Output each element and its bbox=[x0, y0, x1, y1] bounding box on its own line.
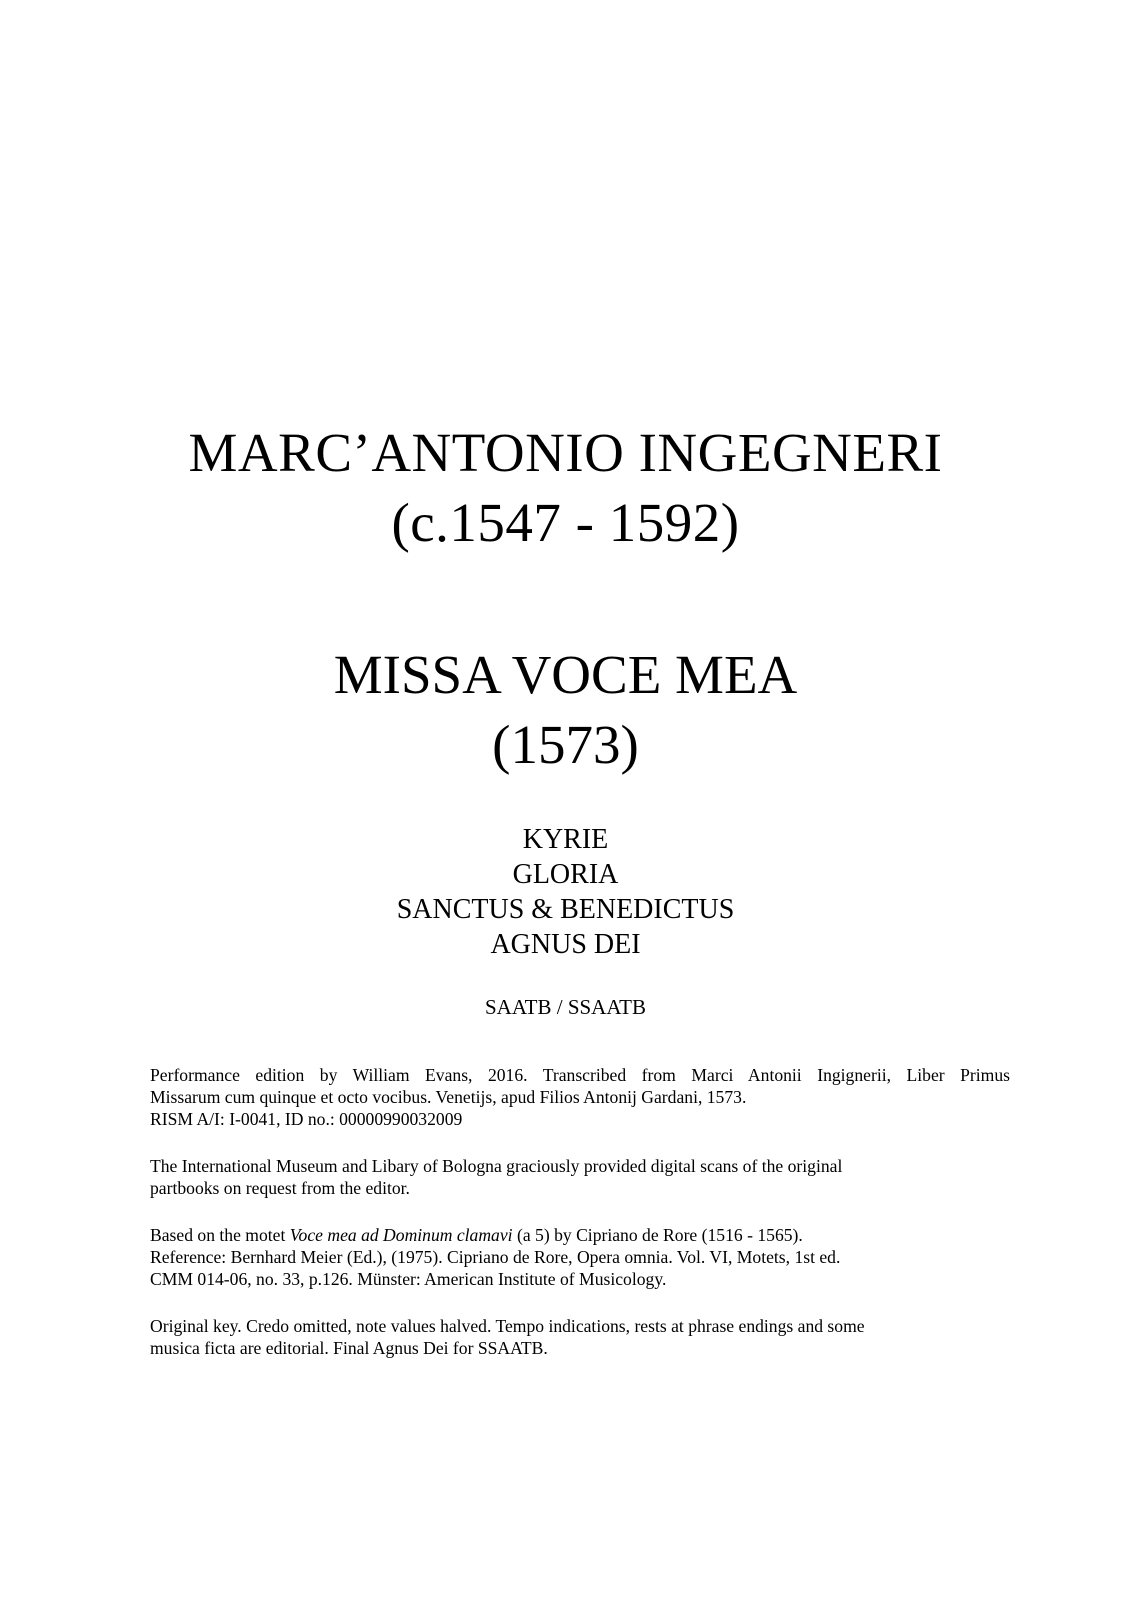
movement-sanctus-benedictus: SANCTUS & BENEDICTUS bbox=[396, 894, 735, 925]
work-year: (1573) bbox=[492, 714, 639, 775]
work-title: MISSA VOCE MEA bbox=[333, 644, 798, 705]
source-line: CMM 014-06, no. 33, p.126. Münster: American Institute of Musicology. bbox=[150, 1269, 667, 1289]
edition-line: Performance edition by William Evans, 2016. Transcribed from Marci Antonii Ingignerii, Liber Primus bbox=[150, 1065, 1010, 1085]
composer-dates: (c.1547 - 1592) bbox=[391, 492, 740, 553]
source-suffix: (a 5) by Cipriano de Rore (1516 - 1565). bbox=[512, 1225, 803, 1245]
editorial-line: musica ficta are editorial. Final Agnus Dei for SSAATB. bbox=[150, 1338, 548, 1358]
source-prefix: Based on the motet bbox=[150, 1225, 290, 1245]
source-paragraph bbox=[150, 1224, 1010, 1290]
scans-paragraph bbox=[150, 1155, 1010, 1199]
composer-name: MARC’ANTONIO INGEGNERI bbox=[188, 422, 943, 483]
composer-heading bbox=[0, 418, 1131, 558]
editorial-line: Original key. Credo omitted, note values halved. Tempo indications, rests at phrase endings and some bbox=[150, 1316, 865, 1336]
edition-line: RISM A/I: I-0041, ID no.: 00000990032009 bbox=[150, 1109, 463, 1129]
source-line bbox=[150, 1224, 1010, 1246]
movement-gloria: GLORIA bbox=[512, 859, 619, 890]
movement-list bbox=[0, 822, 1131, 962]
movement-kyrie: KYRIE bbox=[522, 824, 609, 855]
motet-title: Voce mea ad Dominum clamavi bbox=[289, 1225, 513, 1245]
edition-line: Missarum cum quinque et octo vocibus. Venetijs, apud Filios Antonij Gardani, 1573. bbox=[150, 1087, 747, 1107]
voicing: SAATB / SSAATB bbox=[484, 995, 647, 1019]
scans-line: The International Museum and Libary of Bologna graciously provided digital scans of the original bbox=[150, 1156, 843, 1176]
scans-line: partbooks on request from the editor. bbox=[150, 1178, 410, 1198]
movement-agnus-dei: AGNUS DEI bbox=[490, 929, 641, 960]
editorial-paragraph bbox=[150, 1315, 1010, 1359]
edition-paragraph bbox=[150, 1064, 1010, 1130]
work-heading bbox=[0, 640, 1131, 780]
source-line: Reference: Bernhard Meier (Ed.), (1975). Cipriano de Rore, Opera omnia. Vol. VI, Motets, 1st ed. bbox=[150, 1247, 841, 1267]
edition-notes bbox=[150, 1064, 1010, 1384]
